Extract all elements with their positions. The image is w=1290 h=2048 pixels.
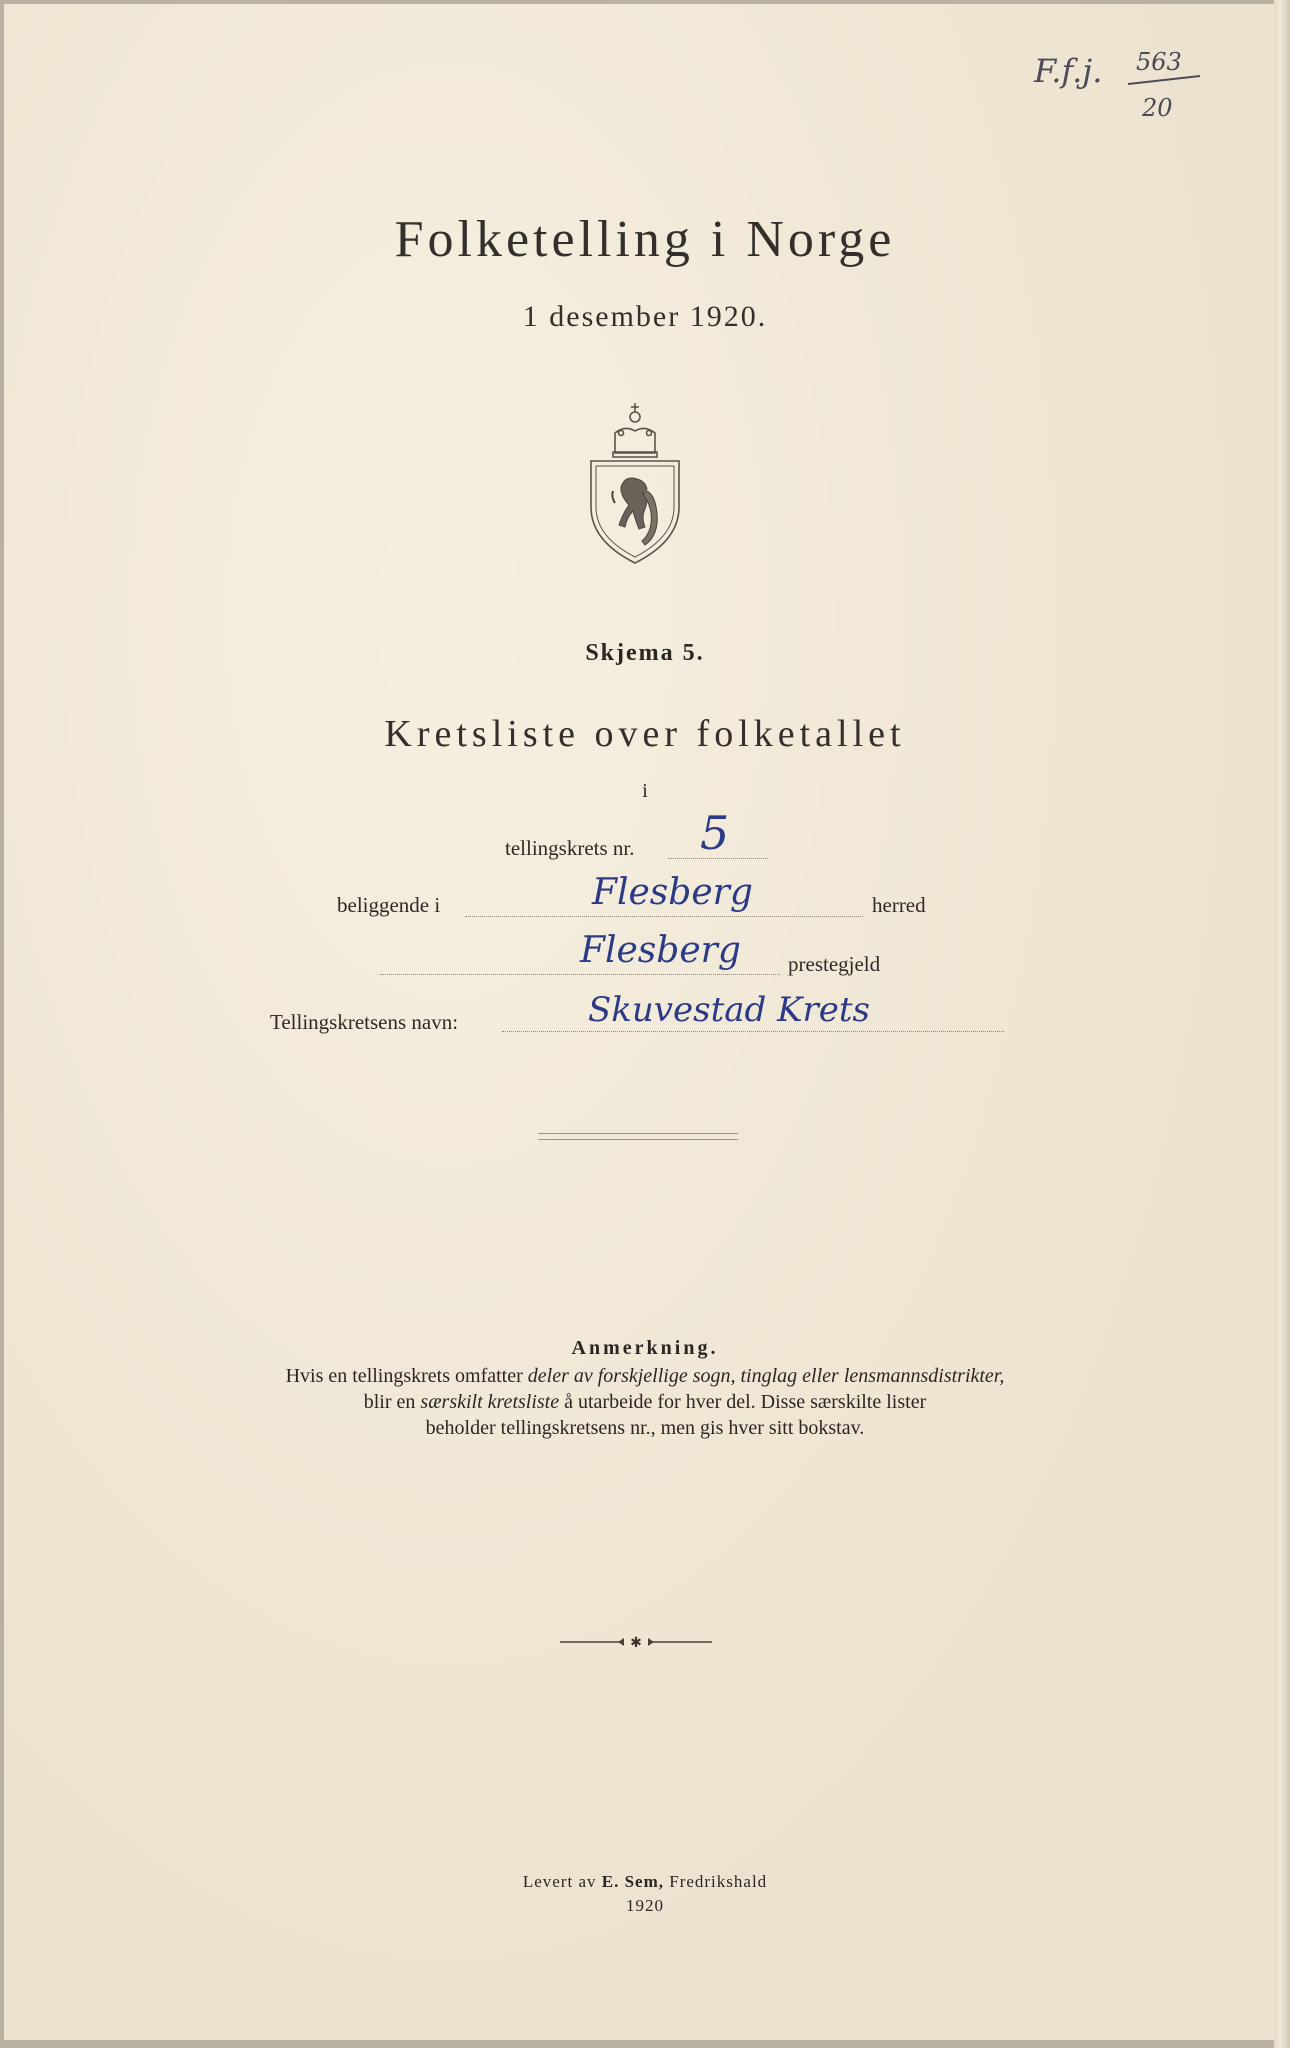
note-line-2-emphasis: særskilt kretsliste: [420, 1391, 560, 1413]
herred-value: Flesberg: [592, 872, 753, 913]
archive-numerator: 563: [1136, 48, 1182, 76]
archive-prefix: F.f.j.: [1034, 52, 1103, 90]
beliggende-label: beliggende i: [337, 893, 441, 917]
note-line-1: [0, 1363, 1290, 1389]
census-date: 1 desember 1920.: [522, 300, 768, 333]
schema-number: Skjema 5.: [585, 640, 705, 666]
herred-line: [465, 916, 863, 917]
note-line-1-emphasis: deler av forskjellige sogn, tinglag eller lensmannsdistrikter,: [527, 1365, 1005, 1387]
heading-preposition: i: [642, 780, 648, 802]
coat-of-arms-icon: [585, 395, 685, 567]
krets-name-line: [502, 1031, 1004, 1032]
note-line-3: beholder tellingskretsens nr., men gis hver sitt bokstav.: [425, 1417, 865, 1439]
form-heading: Kretsliste over folketallet: [384, 713, 906, 755]
prestegjeld-value: Flesberg: [580, 930, 741, 971]
archive-fraction-line: [1128, 76, 1200, 84]
prestegjeld-label: prestegjeld: [788, 952, 881, 976]
krets-name-value: Skuvestad Krets: [588, 990, 870, 1030]
ornament-divider-icon: [560, 1635, 712, 1649]
page-title: Folketelling i Norge: [394, 211, 896, 268]
note-heading: Anmerkning.: [571, 1337, 719, 1359]
note-line-2-end: å utarbeide for hver del. Disse særskilte lister: [559, 1391, 927, 1413]
svg-text:✱: ✱: [630, 1635, 642, 1649]
divider-rule: [538, 1133, 738, 1140]
print-year: 1920: [626, 1896, 664, 1915]
krets-name-label: Tellingskretsens navn:: [270, 1010, 459, 1034]
printer-prefix: Levert av: [522, 1872, 602, 1891]
herred-label: herred: [872, 893, 926, 917]
note-line-2: [0, 1389, 1290, 1415]
archive-denominator: 20: [1142, 94, 1173, 122]
archive-reference-mark: [1030, 40, 1230, 130]
printer-line: [0, 1872, 1290, 1892]
prestegjeld-line: [380, 974, 780, 975]
printer-city: Fredrikshald: [663, 1872, 768, 1891]
note-line-1-text: Hvis en tellingskrets omfatter: [285, 1365, 528, 1387]
krets-number-value: 5: [700, 806, 730, 860]
printer-name: E. Sem,: [601, 1872, 664, 1891]
krets-number-label: tellingskrets nr.: [505, 836, 635, 860]
note-line-2-start: blir en: [363, 1391, 421, 1413]
